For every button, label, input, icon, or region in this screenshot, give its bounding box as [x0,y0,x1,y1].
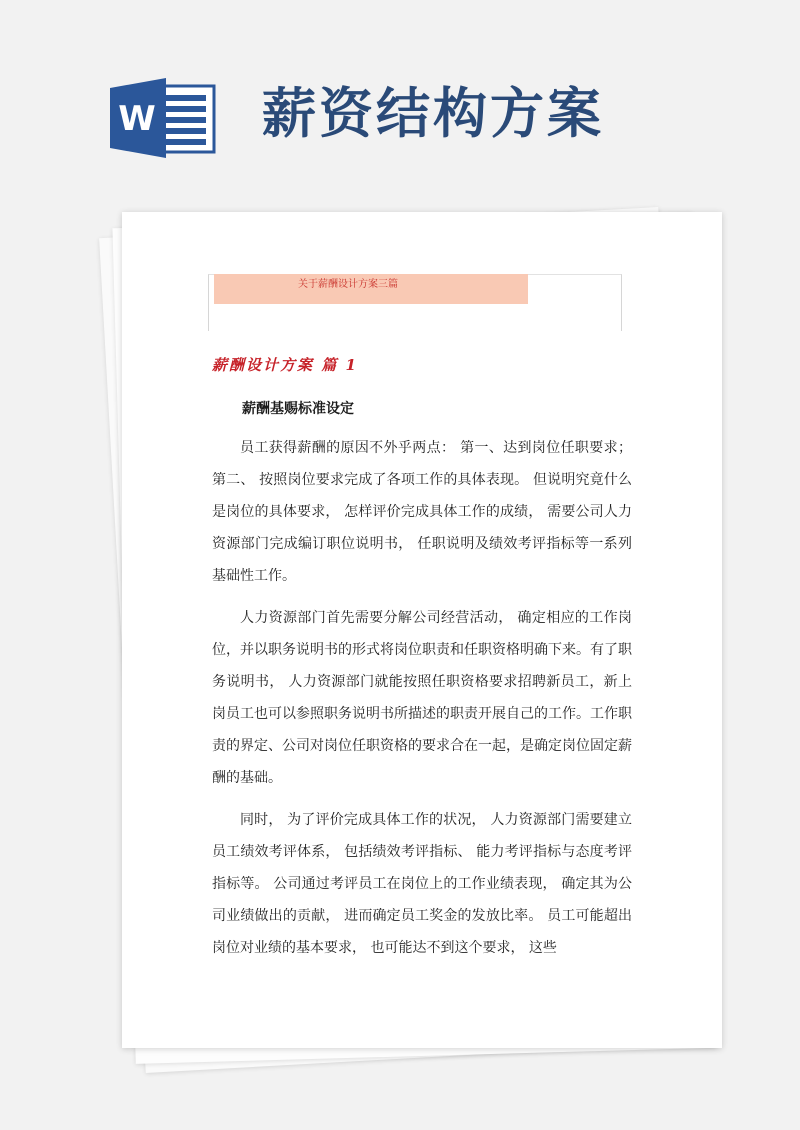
paragraph-2: 人力资源部门首先需要分解公司经营活动， 确定相应的工作岗位，并以职务说明书的形式将岗位职责和任职资格明确下来。有了职务说明书， 人力资源部门就能按照任职资格要求招聘新员工，新上岗员工也可以参照职务说明书所描述的职责开展自己的工作。工作职责的界定、公司对岗位任职资格的要求合在一起，是确定岗位固定薪酬的基础。 [212,610,632,786]
document-body [212,432,632,974]
document-header-label: 关于薪酬设计方案三篇 [214,274,528,304]
page-title: 薪资结构方案 [262,82,604,145]
page-header [0,0,800,200]
word-document-icon [110,78,216,158]
subsection-heading: 薪酬基赐标准设定 [242,401,354,417]
paragraph-1: 员工获得薪酬的原因不外乎两点： 第一、达到岗位任职要求；第二、 按照岗位要求完成了各项工作的具体表现。 但说明究竟什么是岗位的具体要求， 怎样评价完成具体工作的成绩， 需要公司人力资源部门完成编订职位说明书， 任职说明及绩效考评指标等一系列基础性工作。 [212,440,632,584]
section-heading: 薪酬设计方案 篇 1 [212,356,358,374]
paragraph-3: 同时， 为了评价完成具体工作的状况， 人力资源部门需要建立员工绩效考评体系， 包括绩效考评指标、 能力考评指标与态度考评指标等。 公司通过考评员工在岗位上的工作业绩表现， 确定其为公司业绩做出的贡献， 进而确定员工奖金的发放比率。 员工可能超出岗位对业绩的基本要求， 也可能达不到这个要求， 这些 [212,812,632,956]
document-page [122,212,722,1048]
svg-text:W: W [118,99,156,139]
